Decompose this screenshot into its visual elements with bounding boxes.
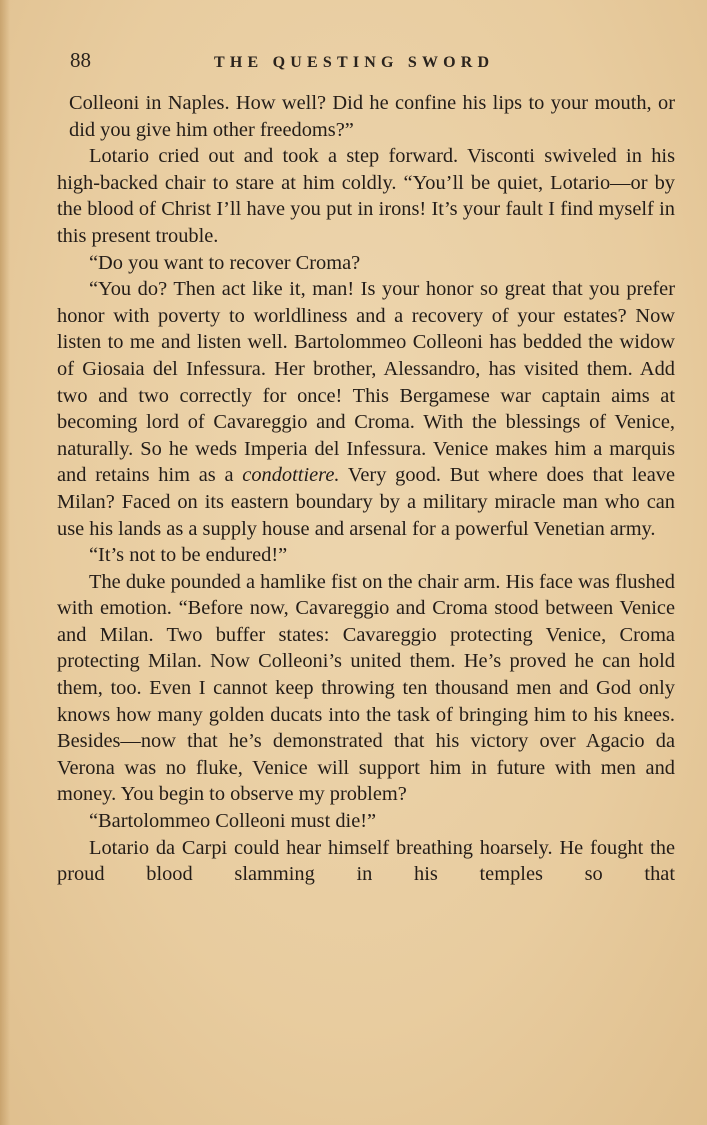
paragraph-8: Lotario da Carpi could hear himself breathing hoarsely. He fought the proud blood slamming in his temples so that: [57, 836, 675, 886]
paragraph-3: “Do you want to recover Croma?: [89, 251, 361, 274]
running-title: THE QUESTING SWORD: [214, 54, 495, 71]
paragraph-4: [57, 276, 675, 542]
paragraph-6: The duke pounded a hamlike fist on the chair arm. His face was flushed with emotion. “Before now, Cavareggio and Croma stood between Venice and Milan. Two buffer states: Cavareggio protecting Venice, Croma protecting Milan. Now Colleoni’s united them. He’s proved he can hold them, too. Even I cannot keep throwing ten thousand men and God only knows how many golden ducats into the task of bringing him to his knees. Besides—now that he’s demonstrated that his victory over Agacio da Verona was no fluke, Venice will support him in future with men and money. You begin to observe my problem?: [57, 570, 675, 806]
body-text: [57, 90, 675, 888]
paragraph-4-part-2: Very good. But where does that leave Milan? Faced on its eastern boundary by a military miracle man who can use his lands as a supply house and arsenal for a powerful Venetian army.: [57, 464, 675, 540]
paragraph-2: Lotario cried out and took a step forward. Visconti swiveled in his high-backed chair to stare at him coldly. “You’ll be quiet, Lotario—or by the blood of Christ I’ll have you put in irons! It’s your fault I find myself in this present trouble.: [57, 145, 675, 247]
page-header: [70, 48, 670, 78]
paragraph-4-part-1: “You do? Then act like it, man! Is your honor so great that you prefer honor with poverty to worldliness and a recovery of your estates? Now listen to me and listen well. Bartolommeo Colleoni has bedded the widow of Giosaia del Infessura. Her brother, Alessandro, has visited them. Add two and two correctly for once! This Bergamese war captain aims at becoming lord of Cavareggio and Croma. With the blessings of Venice, naturally. So he weds Imperia del Infessura. Venice makes him a marquis and retains him as a: [57, 278, 675, 487]
paragraph-1: Colleoni in Naples. How well? Did he confine his lips to your mouth, or did you give him other freedoms?”: [69, 92, 675, 141]
page-number: 88: [70, 48, 91, 72]
paragraph-4-italic: condottiere.: [242, 464, 340, 487]
paragraph-7: “Bartolommeo Colleoni must die!”: [89, 810, 377, 833]
paragraph-5: “It’s not to be endured!”: [89, 544, 288, 567]
